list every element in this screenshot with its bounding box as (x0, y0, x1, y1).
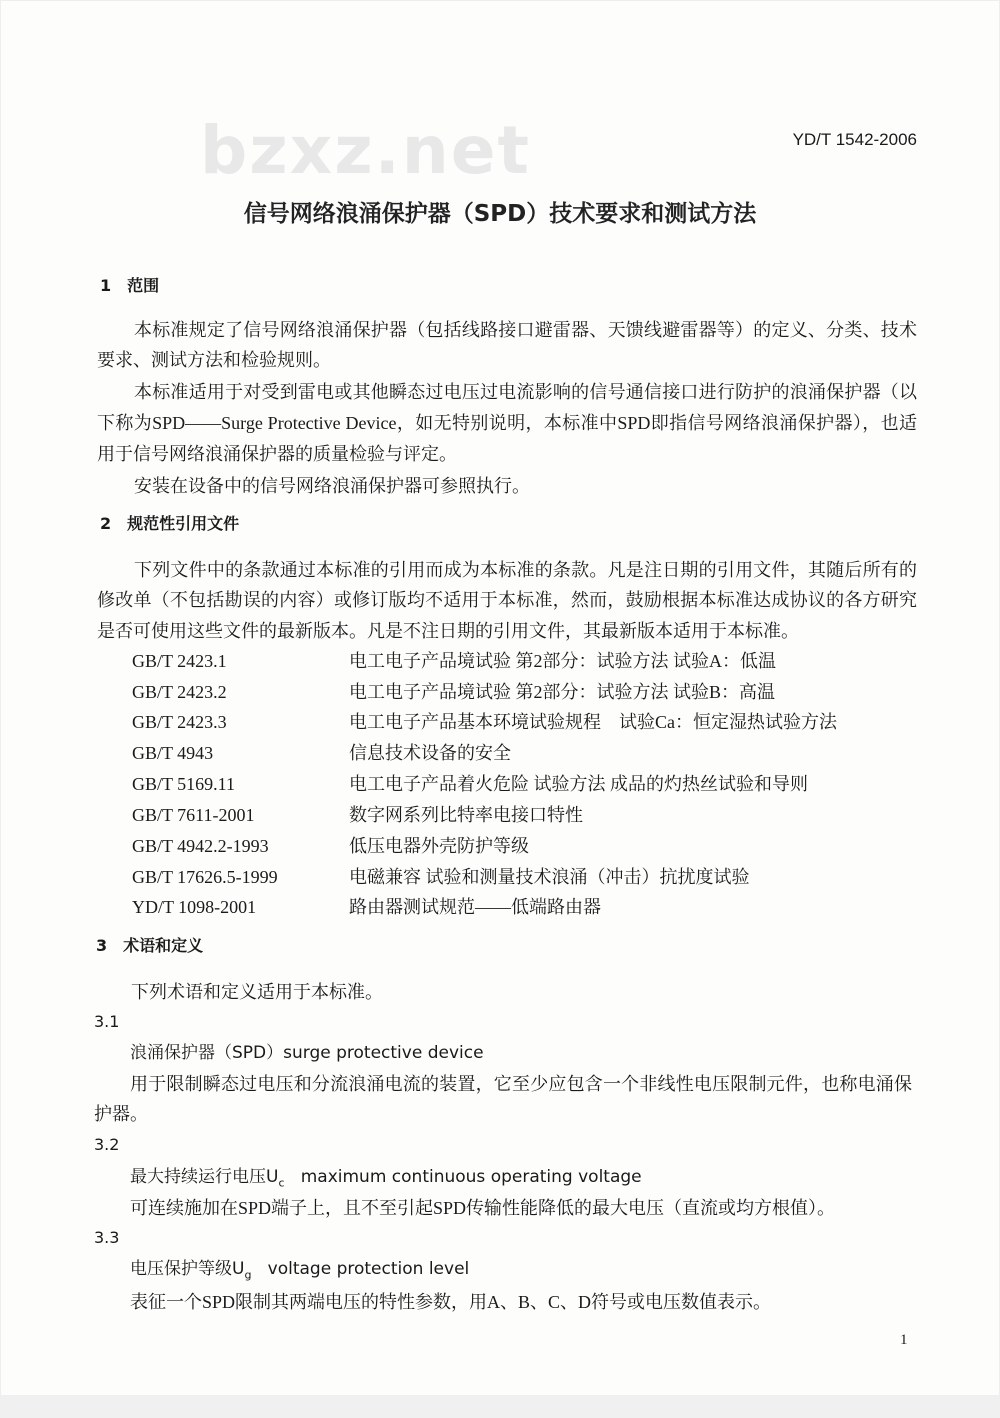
term-definition: 护器。 (94, 1104, 148, 1124)
reference-code: GB/T 2423.2 (132, 682, 227, 702)
reference-code: GB/T 17626.5-1999 (132, 867, 278, 887)
term-name (130, 1166, 642, 1194)
reference-title: 电工电子产品着火危险 试验方法 成品的灼热丝试验和导则 (349, 774, 808, 794)
section-3-heading: 3 术语和定义 (96, 936, 204, 955)
reference-title: 电工电子产品境试验 第2部分：试验方法 试验B：高温 (349, 682, 776, 702)
term-name: 浪涌保护器（SPD）surge protective device (130, 1043, 484, 1063)
paragraph-line: 要求、测试方法和检验规则。 (97, 350, 331, 370)
subscript: c (278, 1176, 285, 1190)
paragraph-line: 用于信号网络浪涌保护器的质量检验与评定。 (97, 444, 457, 464)
term-number: 3.3 (94, 1228, 120, 1247)
paragraph-line: 修改单（不包括勘误的内容）或修订版均不适用于本标准，然而，鼓励根据本标准达成协议的各方研究 (97, 590, 917, 610)
term-en: maximum continuous operating voltage (300, 1167, 642, 1187)
reference-title: 电工电子产品基本环境试验规程 试验Ca：恒定湿热试验方法 (349, 712, 837, 732)
term-number: 3.1 (94, 1012, 120, 1031)
reference-code: GB/T 5169.11 (132, 774, 236, 794)
term-definition: 表征一个SPD限制其两端电压的特性参数，用A、B、C、D符号或电压数值表示。 (130, 1292, 772, 1312)
reference-code: GB/T 2423.1 (132, 651, 227, 671)
reference-code: GB/T 7611-2001 (132, 805, 255, 825)
reference-code: GB/T 4942.2-1993 (132, 836, 269, 856)
paragraph-line: 本标准适用于对受到雷电或其他瞬态过电压过电流影响的信号通信接口进行防护的浪涌保护器（以 (134, 382, 917, 402)
page-number: 1 (900, 1332, 908, 1348)
document-title: 信号网络浪涌保护器（SPD）技术要求和测试方法 (243, 201, 757, 227)
section-1-heading: 1 范围 (100, 276, 160, 295)
paragraph-line: 下列术语和定义适用于本标准。 (131, 982, 383, 1002)
reference-title: 数字网系列比特率电接口特性 (349, 805, 583, 825)
paragraph-line: 安装在设备中的信号网络浪涌保护器可参照执行。 (134, 476, 530, 496)
term-zh: 最大持续运行电压U (130, 1167, 279, 1187)
term-number: 3.2 (94, 1135, 120, 1154)
reference-title: 电工电子产品境试验 第2部分：试验方法 试验A：低温 (349, 651, 776, 671)
reference-title: 低压电器外壳防护等级 (349, 836, 529, 856)
section-2-heading: 2 规范性引用文件 (100, 514, 240, 533)
page-gap (0, 1395, 1000, 1418)
paragraph-line: 是否可使用这些文件的最新版本。凡是不注日期的引用文件，其最新版本适用于本标准。 (97, 621, 799, 641)
reference-title: 电磁兼容 试验和测量技术浪涌（冲击）抗扰度试验 (349, 867, 750, 887)
watermark: bzxz.net (200, 112, 532, 189)
term-definition: 可连续施加在SPD端子上，且不至引起SPD传输性能降低的最大电压（直流或均方根值）。 (130, 1198, 836, 1218)
term-name (130, 1258, 469, 1286)
reference-code: GB/T 4943 (132, 743, 214, 763)
paragraph-line: 下列文件中的条款通过本标准的引用而成为本标准的条款。凡是注日期的引用文件，其随后所有的 (134, 560, 917, 580)
standard-number: YD/T 1542-2006 (792, 130, 917, 149)
reference-code: YD/T 1098-2001 (132, 897, 257, 917)
term-en: voltage protection level (267, 1259, 470, 1279)
subscript: g (244, 1268, 252, 1282)
term-definition: 用于限制瞬态过电压和分流浪涌电流的装置，它至少应包含一个非线性电压限制元件，也称电涌保 (130, 1074, 912, 1094)
reference-title: 路由器测试规范——低端路由器 (349, 897, 601, 917)
reference-code: GB/T 2423.3 (132, 712, 227, 732)
paragraph-line: 下称为SPD——Surge Protective Device，如无特别说明，本标准中SPD即指信号网络浪涌保护器），也适 (97, 413, 917, 433)
reference-title: 信息技术设备的安全 (349, 743, 511, 763)
term-zh: 电压保护等级U (130, 1259, 245, 1279)
paragraph-line: 本标准规定了信号网络浪涌保护器（包括线路接口避雷器、天馈线避雷器等）的定义、分类、技术 (134, 320, 917, 340)
